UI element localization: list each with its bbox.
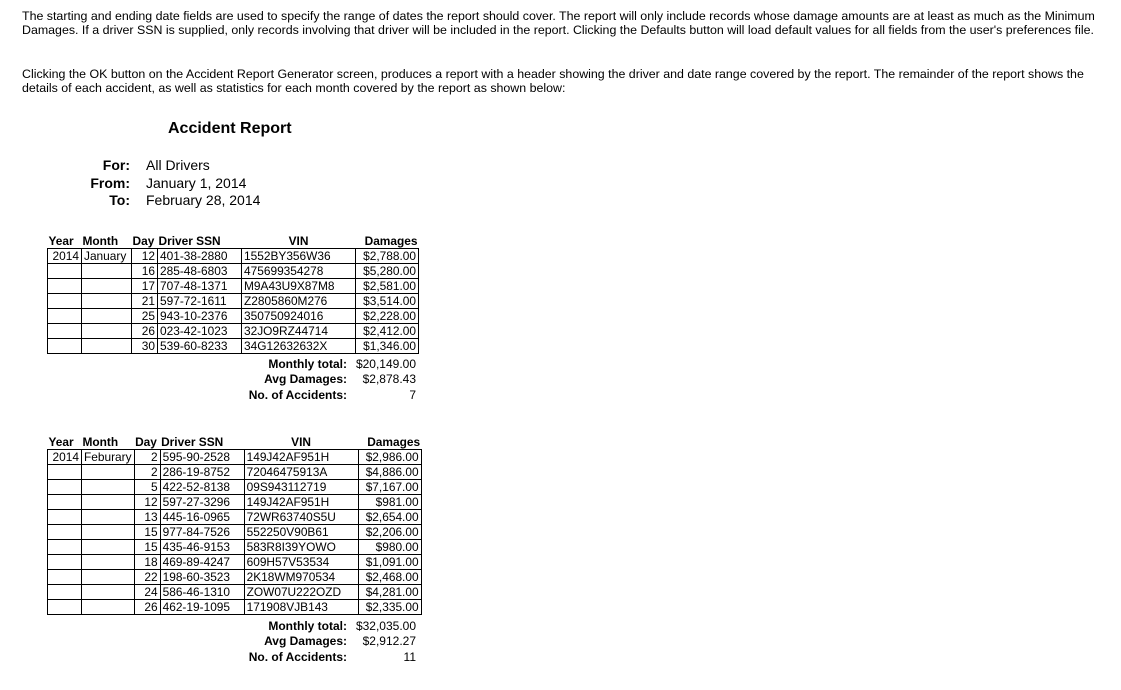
col-ssn-header: Driver SSN	[158, 233, 221, 248]
cell-month	[82, 525, 135, 540]
accident-count-row	[200, 388, 418, 403]
cell-vin: M9A43U9X87M8	[242, 279, 356, 294]
cell-damages: $1,346.00	[356, 339, 419, 354]
cell-day: 12	[134, 495, 160, 510]
accident-count-value: 7	[409, 387, 416, 402]
monthly-total-label: Monthly total:	[268, 357, 347, 371]
col-damages-header: Damages	[364, 233, 418, 248]
cell-driver-ssn: 462-19-1095	[160, 600, 244, 615]
accident-table-february	[47, 434, 422, 615]
cell-damages: $2,228.00	[356, 309, 419, 324]
col-vin-header: VIN	[291, 434, 311, 449]
report-title: Accident Report	[168, 120, 292, 137]
cell-year	[48, 555, 82, 570]
cell-day: 26	[132, 324, 158, 339]
cell-month	[82, 570, 135, 585]
cell-year	[48, 495, 82, 510]
cell-month	[82, 510, 135, 525]
cell-vin: 149J42AF951H	[244, 495, 358, 510]
avg-damages-label: Avg Damages:	[264, 634, 347, 649]
cell-year	[48, 309, 82, 324]
cell-damages: $2,412.00	[356, 324, 419, 339]
accident-count-row	[200, 650, 418, 665]
accident-count-value: 11	[403, 649, 416, 664]
cell-driver-ssn: 597-72-1611	[158, 294, 242, 309]
cell-year	[48, 600, 82, 615]
monthly-total-row	[200, 619, 418, 634]
cell-day: 25	[132, 309, 158, 324]
cell-month	[82, 600, 135, 615]
table-row	[48, 600, 422, 615]
cell-year	[48, 510, 82, 525]
col-month-header: Month	[82, 434, 119, 449]
cell-year	[48, 264, 82, 279]
avg-damages-value: $2,878.43	[362, 372, 416, 387]
table-row	[48, 264, 419, 279]
cell-driver-ssn: 198-60-3523	[160, 570, 244, 585]
cell-damages: $1,091.00	[358, 555, 421, 570]
table-row	[48, 465, 422, 480]
cell-month	[82, 324, 132, 339]
cell-vin: 72046475913A	[244, 465, 358, 480]
table-row	[48, 450, 422, 465]
header-for-label: For:	[102, 157, 130, 173]
cell-month	[82, 480, 135, 495]
intro-paragraph-1: The starting and ending date fields are used to specify the range of dates the report should cover. The report will only include records whose damage amounts are at least as much as the Minimum Damages. If a driver SSN is supplied, only records involving that driver will be included in the report. Clicking the Defaults button will load default values for all fields from the user's preferences file.	[22, 9, 1095, 38]
col-ssn-header: Driver SSN	[161, 434, 224, 449]
col-year-header: Year	[48, 233, 74, 248]
cell-vin: 34G12632632X	[242, 339, 356, 354]
cell-vin: 2K18WM970534	[244, 570, 358, 585]
cell-damages: $2,468.00	[358, 570, 421, 585]
cell-month	[82, 339, 132, 354]
cell-day: 21	[132, 294, 158, 309]
cell-driver-ssn: 595-90-2528	[160, 450, 244, 465]
cell-damages: $2,335.00	[358, 600, 421, 615]
cell-year	[48, 480, 82, 495]
header-to-value: February 28, 2014	[146, 192, 261, 208]
cell-month	[82, 309, 132, 324]
cell-day: 13	[134, 510, 160, 525]
accident-table-january	[47, 233, 419, 354]
avg-damages-value: $2,912.27	[362, 634, 416, 649]
cell-vin: 32JO9RZ44714	[242, 324, 356, 339]
cell-day: 24	[134, 585, 160, 600]
cell-month	[82, 465, 135, 480]
cell-damages: $980.00	[358, 540, 421, 555]
header-from-value: January 1, 2014	[146, 175, 247, 191]
col-day-header: Day	[132, 233, 155, 248]
avg-damages-label: Avg Damages:	[264, 372, 347, 387]
cell-damages: $2,986.00	[358, 450, 421, 465]
intro-paragraph-2: Clicking the OK button on the Accident Report Generator screen, produces a report with a header showing the driver and date range covered by the report. The remainder of the report shows the details of each accident, as well as statistics for each month covered by the report as shown below:	[22, 67, 1084, 96]
cell-damages: $2,788.00	[356, 249, 419, 264]
cell-vin: 149J42AF951H	[244, 450, 358, 465]
table-header-row	[48, 434, 422, 450]
table-row	[48, 324, 419, 339]
cell-day: 15	[134, 525, 160, 540]
cell-year	[48, 540, 82, 555]
cell-vin: 475699354278	[242, 264, 356, 279]
cell-driver-ssn: 977-84-7526	[160, 525, 244, 540]
table-row	[48, 525, 422, 540]
cell-vin: 1552BY356W36	[242, 249, 356, 264]
stats-january	[200, 357, 418, 403]
cell-driver-ssn: 943-10-2376	[158, 309, 242, 324]
cell-driver-ssn: 539-60-8233	[158, 339, 242, 354]
cell-damages: $2,581.00	[356, 279, 419, 294]
cell-driver-ssn: 023-42-1023	[158, 324, 242, 339]
cell-month	[82, 279, 132, 294]
monthly-total-value: $20,149.00	[355, 357, 416, 371]
cell-year	[48, 525, 82, 540]
cell-year	[48, 339, 82, 354]
cell-damages: $4,886.00	[358, 465, 421, 480]
table-body	[48, 249, 419, 354]
table-row	[48, 555, 422, 570]
cell-vin: Z2805860M276	[242, 294, 356, 309]
cell-month: Feburary	[82, 450, 135, 465]
cell-year	[48, 465, 82, 480]
table-row	[48, 480, 422, 495]
accident-count-label: No. of Accidents:	[248, 387, 347, 402]
cell-month	[82, 540, 135, 555]
cell-driver-ssn: 422-52-8138	[160, 480, 244, 495]
table-row	[48, 585, 422, 600]
table-row	[48, 339, 419, 354]
col-damages-header: Damages	[367, 434, 421, 449]
cell-day: 30	[132, 339, 158, 354]
cell-driver-ssn: 445-16-0965	[160, 510, 244, 525]
cell-day: 2	[134, 450, 160, 465]
monthly-total-label: Monthly total:	[268, 619, 347, 633]
table-row	[48, 495, 422, 510]
cell-damages: $7,167.00	[358, 480, 421, 495]
monthly-total-row	[200, 357, 418, 372]
header-for-value: All Drivers	[146, 157, 210, 173]
cell-driver-ssn: 286-19-8752	[160, 465, 244, 480]
cell-driver-ssn: 435-46-9153	[160, 540, 244, 555]
cell-vin: 583R8I39YOWO	[244, 540, 358, 555]
cell-month	[82, 555, 135, 570]
cell-driver-ssn: 401-38-2880	[158, 249, 242, 264]
cell-driver-ssn: 707-48-1371	[158, 279, 242, 294]
accident-count-label: No. of Accidents:	[248, 649, 347, 664]
avg-damages-row	[200, 372, 418, 387]
table-row	[48, 540, 422, 555]
cell-year: 2014	[48, 249, 82, 264]
cell-driver-ssn: 285-48-6803	[158, 264, 242, 279]
cell-vin: 350750924016	[242, 309, 356, 324]
cell-day: 12	[132, 249, 158, 264]
cell-driver-ssn: 597-27-3296	[160, 495, 244, 510]
col-vin-header: VIN	[288, 233, 309, 248]
table-row	[48, 279, 419, 294]
cell-driver-ssn: 469-89-4247	[160, 555, 244, 570]
cell-vin: ZOW07U222OZD	[244, 585, 358, 600]
stats-february	[200, 619, 418, 665]
table-row	[48, 309, 419, 324]
col-day-header: Day	[135, 434, 157, 449]
cell-damages: $5,280.00	[356, 264, 419, 279]
cell-vin: 171908VJB143	[244, 600, 358, 615]
cell-day: 26	[134, 600, 160, 615]
cell-day: 18	[134, 555, 160, 570]
table-row	[48, 510, 422, 525]
col-year-header: Year	[48, 434, 74, 449]
cell-month	[82, 294, 132, 309]
table-header-row	[48, 233, 419, 249]
cell-year: 2014	[48, 450, 82, 465]
cell-year	[48, 294, 82, 309]
avg-damages-row	[200, 634, 418, 649]
cell-vin: 552250V90B61	[244, 525, 358, 540]
table-row	[48, 294, 419, 309]
cell-month: January	[82, 249, 132, 264]
cell-year	[48, 585, 82, 600]
cell-damages: $4,281.00	[358, 585, 421, 600]
cell-month	[82, 495, 135, 510]
cell-damages: $2,654.00	[358, 510, 421, 525]
table-row	[48, 570, 422, 585]
cell-driver-ssn: 586-46-1310	[160, 585, 244, 600]
cell-day: 15	[134, 540, 160, 555]
cell-month	[82, 585, 135, 600]
cell-damages: $3,514.00	[356, 294, 419, 309]
cell-vin: 09S943112719	[244, 480, 358, 495]
cell-year	[48, 279, 82, 294]
cell-day: 2	[134, 465, 160, 480]
cell-month	[82, 264, 132, 279]
header-to-label: To:	[109, 192, 130, 208]
cell-day: 17	[132, 279, 158, 294]
monthly-total-value: $32,035.00	[355, 619, 416, 633]
cell-damages: $981.00	[358, 495, 421, 510]
cell-day: 22	[134, 570, 160, 585]
table-row	[48, 249, 419, 264]
col-month-header: Month	[82, 233, 119, 248]
cell-day: 5	[134, 480, 160, 495]
cell-day: 16	[132, 264, 158, 279]
table-body	[48, 450, 422, 615]
cell-vin: 72WR63740S5U	[244, 510, 358, 525]
cell-vin: 609H57V53534	[244, 555, 358, 570]
cell-year	[48, 324, 82, 339]
header-from-label: From:	[90, 175, 130, 191]
cell-damages: $2,206.00	[358, 525, 421, 540]
cell-year	[48, 570, 82, 585]
